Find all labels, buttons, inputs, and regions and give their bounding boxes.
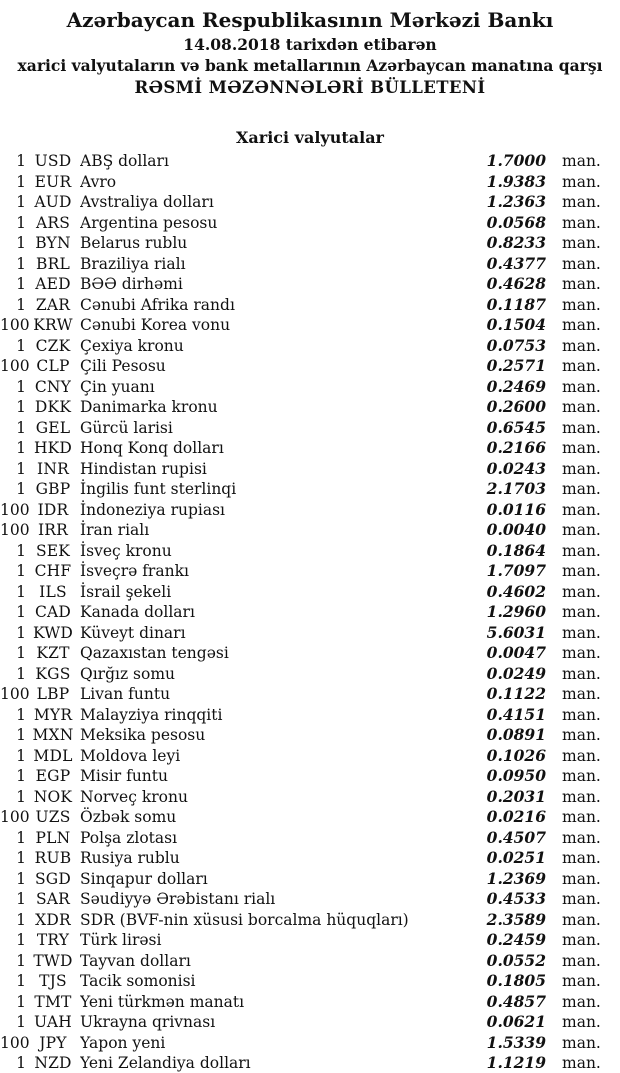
quantity-cell: 1 — [16, 398, 26, 416]
quantity-cell: 1 — [16, 623, 26, 642]
unit-label-cell: man. — [562, 254, 601, 273]
rate-row — [0, 541, 620, 562]
rate-value-cell: 0.0568 — [486, 212, 546, 232]
quantity-cell: 1 — [16, 890, 26, 908]
rate-row — [0, 746, 620, 767]
rate-value-cell: 0.0040 — [486, 520, 546, 539]
currency-name-cell: İsveç kronu — [80, 541, 172, 560]
currency-name-cell: Braziliya rialı — [80, 254, 186, 273]
rate-value-cell: 0.1504 — [486, 315, 546, 334]
rate-value-cell: 1.2363 — [486, 192, 546, 211]
rate-row — [0, 151, 620, 172]
quantity-cell: 1 — [16, 582, 26, 601]
rate-value-cell: 0.2600 — [486, 397, 546, 416]
rate-row — [0, 336, 620, 357]
rate-row — [0, 725, 620, 746]
quantity-cell: 1 — [16, 1054, 26, 1072]
unit-label-cell: man. — [562, 1054, 601, 1072]
rate-value-cell: 5.6031 — [486, 622, 546, 642]
currency-code-cell: SGD — [34, 869, 72, 888]
quantity-cell: 1 — [16, 849, 26, 867]
currency-code-cell: MDL — [33, 746, 73, 765]
unit-label-cell: man. — [562, 664, 601, 683]
unit-label-cell: man. — [562, 1033, 601, 1052]
rate-row — [0, 520, 620, 541]
unit-label-cell: man. — [562, 972, 601, 990]
currency-code-cell: JPY — [39, 1033, 67, 1052]
unit-label-cell: man. — [562, 193, 601, 211]
rate-row — [0, 807, 620, 828]
currency-code-cell: HKD — [33, 439, 73, 457]
unit-label-cell: man. — [562, 767, 601, 785]
currency-name-cell: Gürcü larisi — [80, 418, 173, 437]
rate-value-cell: 0.0753 — [486, 335, 546, 355]
currency-name-cell: Sinqapur dolları — [80, 869, 208, 888]
currency-name-cell: Çili Pesosu — [80, 357, 166, 375]
unit-label-cell: man. — [562, 234, 601, 252]
currency-name-cell: Çin yuanı — [80, 377, 155, 396]
bank-name-title: Azərbaycan Respublikasının Mərkəzi Bankı — [66, 8, 554, 32]
quantity-cell: 1 — [16, 603, 26, 621]
currency-name-cell: İsrail şekeli — [80, 582, 172, 601]
quantity-cell: 100 — [0, 357, 30, 375]
currency-name-cell: Qırğız somu — [80, 664, 176, 683]
unit-label-cell: man. — [562, 726, 601, 744]
quantity-cell: 1 — [16, 931, 26, 949]
quantity-cell: 1 — [16, 951, 26, 970]
unit-label-cell: man. — [562, 582, 601, 601]
rate-value-cell: 0.8233 — [486, 233, 546, 252]
quantity-cell: 1 — [16, 562, 26, 580]
unit-label-cell: man. — [562, 951, 601, 970]
currency-name-cell: Küveyt dinarı — [80, 623, 186, 642]
rate-value-cell: 1.2369 — [486, 868, 546, 888]
currency-code-cell: CZK — [35, 336, 71, 355]
quantity-cell: 100 — [0, 316, 30, 334]
rate-value-cell: 0.2469 — [486, 376, 546, 396]
currency-code-cell: NZD — [34, 1054, 72, 1072]
currency-code-cell: BRL — [36, 254, 70, 273]
rate-row — [0, 684, 620, 705]
currency-name-cell: Malayziya rinqqiti — [80, 705, 223, 724]
currency-code-cell: DKK — [34, 398, 72, 416]
rate-row — [0, 992, 620, 1013]
quantity-cell: 1 — [16, 418, 26, 437]
unit-label-cell: man. — [562, 705, 601, 724]
currency-code-cell: LBP — [36, 685, 70, 703]
unit-label-cell: man. — [562, 459, 601, 478]
currency-name-cell: Polşa zlotası — [80, 828, 178, 847]
rate-row — [0, 582, 620, 603]
rate-value-cell: 0.6545 — [486, 417, 546, 437]
currency-code-cell: UZS — [35, 808, 71, 826]
quantity-cell: 100 — [0, 1033, 30, 1052]
currency-name-cell: Danimarka kronu — [80, 398, 218, 416]
rate-value-cell: 0.0621 — [486, 1012, 546, 1031]
currency-code-cell: XDR — [35, 910, 71, 929]
currency-name-cell: Avro — [80, 172, 117, 191]
rate-row — [0, 397, 620, 418]
currency-name-cell: Meksika pesosu — [80, 726, 206, 744]
bulletin-subtitle-line: xarici valyutaların və bank metallarının Azərbaycan manatına qarşı — [17, 56, 603, 75]
rate-row — [0, 664, 620, 685]
rate-row — [0, 910, 620, 931]
currency-name-cell: Argentina pesosu — [80, 213, 218, 232]
rate-row — [0, 623, 620, 644]
rate-row — [0, 213, 620, 234]
currency-name-cell: Özbək somu — [80, 808, 177, 826]
unit-label-cell: man. — [562, 336, 601, 355]
currency-name-cell: Qazaxıstan tengəsi — [80, 644, 229, 662]
currency-code-cell: CAD — [34, 603, 72, 621]
section-title-foreign-currencies: Xarici valyutalar — [236, 128, 384, 147]
quantity-cell: 1 — [16, 193, 26, 211]
currency-code-cell: IDR — [37, 500, 69, 519]
currency-name-cell: İsveçrə frankı — [80, 562, 189, 580]
currency-name-cell: Misir funtu — [80, 767, 168, 785]
unit-label-cell: man. — [562, 541, 601, 560]
currency-code-cell: KRW — [33, 316, 73, 334]
rate-value-cell: 2.1703 — [486, 479, 546, 498]
rate-value-cell: 0.2571 — [486, 356, 546, 375]
rate-value-cell: 0.0251 — [486, 848, 546, 867]
currency-code-cell: ARS — [35, 213, 71, 232]
rate-value-cell: 0.4377 — [486, 253, 546, 273]
currency-code-cell: SEK — [35, 541, 71, 560]
quantity-cell: 1 — [16, 541, 26, 560]
quantity-cell: 1 — [16, 746, 26, 765]
currency-name-cell: İndoneziya rupiası — [80, 500, 225, 519]
unit-label-cell: man. — [562, 1013, 601, 1031]
currency-code-cell: TJS — [39, 972, 67, 990]
unit-label-cell: man. — [562, 685, 601, 703]
rate-value-cell: 0.4507 — [486, 827, 546, 847]
currency-name-cell: ABŞ dolları — [80, 152, 169, 170]
rate-row — [0, 889, 620, 910]
currency-code-cell: PLN — [35, 828, 71, 847]
rate-value-cell: 1.1219 — [486, 1053, 546, 1072]
currency-name-cell: Yapon yeni — [80, 1033, 166, 1052]
currency-code-cell: KGS — [35, 664, 71, 683]
unit-label-cell: man. — [562, 398, 601, 416]
unit-label-cell: man. — [562, 500, 601, 519]
quantity-cell: 1 — [16, 172, 26, 191]
currency-code-cell: IRR — [37, 521, 69, 539]
currency-code-cell: CLP — [36, 357, 70, 375]
currency-code-cell: ILS — [39, 582, 67, 601]
quantity-cell: 1 — [16, 992, 26, 1011]
currency-code-cell: CHF — [34, 562, 72, 580]
currency-code-cell: TWD — [33, 951, 73, 970]
quantity-cell: 1 — [16, 254, 26, 273]
currency-name-cell: İran rialı — [80, 521, 150, 539]
unit-label-cell: man. — [562, 849, 601, 867]
unit-label-cell: man. — [562, 377, 601, 396]
unit-label-cell: man. — [562, 357, 601, 375]
rate-value-cell: 0.4857 — [486, 991, 546, 1011]
rate-row — [0, 1033, 620, 1054]
rate-value-cell: 0.0950 — [486, 766, 546, 785]
rate-value-cell: 0.1187 — [486, 294, 546, 314]
unit-label-cell: man. — [562, 152, 601, 170]
rate-value-cell: 2.3589 — [486, 909, 546, 929]
currency-name-cell: Cənubi Afrika randı — [80, 295, 235, 314]
rate-row — [0, 418, 620, 439]
quantity-cell: 100 — [0, 685, 30, 703]
currency-name-cell: Türk lirəsi — [80, 931, 162, 949]
rate-row — [0, 233, 620, 254]
quantity-cell: 1 — [16, 705, 26, 724]
rate-value-cell: 0.2166 — [486, 438, 546, 457]
rate-row — [0, 971, 620, 992]
unit-label-cell: man. — [562, 787, 601, 806]
currency-name-cell: Tacik somonisi — [80, 972, 196, 990]
unit-label-cell: man. — [562, 275, 601, 293]
quantity-cell: 100 — [0, 521, 30, 539]
bulletin-title: RƏSMİ MƏZƏNNƏLƏRİ BÜLLETENİ — [134, 78, 486, 97]
rate-value-cell: 1.7097 — [486, 561, 546, 580]
rate-row — [0, 561, 620, 582]
unit-label-cell: man. — [562, 480, 601, 498]
unit-label-cell: man. — [562, 746, 601, 765]
currency-code-cell: UAH — [34, 1013, 72, 1031]
rate-row — [0, 500, 620, 521]
quantity-cell: 1 — [16, 726, 26, 744]
unit-label-cell: man. — [562, 931, 601, 949]
unit-label-cell: man. — [562, 828, 601, 847]
currency-name-cell: Rusiya rublu — [80, 849, 180, 867]
currency-code-cell: AUD — [34, 193, 72, 211]
rate-value-cell: 1.5339 — [486, 1032, 546, 1052]
rate-row — [0, 315, 620, 336]
quantity-cell: 1 — [16, 213, 26, 232]
quantity-cell: 1 — [16, 767, 26, 785]
rate-row — [0, 377, 620, 398]
currency-name-cell: Belarus rublu — [80, 234, 188, 252]
currency-name-cell: Livan funtu — [80, 685, 171, 703]
quantity-cell: 100 — [0, 500, 30, 519]
currency-code-cell: GBP — [35, 480, 71, 498]
quantity-cell: 1 — [16, 336, 26, 355]
currency-name-cell: Avstraliya dolları — [80, 193, 214, 211]
currency-code-cell: ZAR — [35, 295, 71, 314]
currency-code-cell: TMT — [34, 992, 72, 1011]
currency-code-cell: INR — [37, 459, 69, 478]
currency-code-cell: NOK — [33, 787, 73, 806]
unit-label-cell: man. — [562, 418, 601, 437]
currency-name-cell: Honq Konq dolları — [80, 439, 224, 457]
rate-value-cell: 0.2459 — [486, 930, 546, 949]
unit-label-cell: man. — [562, 439, 601, 457]
unit-label-cell: man. — [562, 890, 601, 908]
rate-row — [0, 869, 620, 890]
quantity-cell: 1 — [16, 234, 26, 252]
rate-value-cell: 0.4602 — [486, 581, 546, 601]
currency-name-cell: Səudiyyə Ərəbistanı rialı — [80, 890, 276, 908]
rate-row — [0, 479, 620, 500]
currency-name-cell: Hindistan rupisi — [80, 459, 207, 478]
rate-row — [0, 705, 620, 726]
currency-name-cell: BƏƏ dirhəmi — [80, 275, 183, 293]
currency-name-cell: Yeni türkmən manatı — [80, 992, 245, 1011]
rate-row — [0, 951, 620, 972]
rates-table — [0, 151, 620, 1073]
rate-value-cell: 1.2960 — [486, 602, 546, 621]
quantity-cell: 1 — [16, 910, 26, 929]
rate-row — [0, 766, 620, 787]
rate-value-cell: 0.4151 — [486, 704, 546, 724]
currency-code-cell: TRY — [36, 931, 70, 949]
rate-value-cell: 0.0552 — [486, 950, 546, 970]
rate-value-cell: 1.9383 — [486, 171, 546, 191]
currency-code-cell: MYR — [33, 705, 73, 724]
currency-code-cell: RUB — [34, 849, 72, 867]
unit-label-cell: man. — [562, 644, 601, 662]
rate-row — [0, 1012, 620, 1033]
rate-row — [0, 848, 620, 869]
currency-name-cell: Tayvan dolları — [80, 951, 191, 970]
currency-code-cell: SAR — [35, 890, 71, 908]
currency-code-cell: GEL — [35, 418, 71, 437]
unit-label-cell: man. — [562, 295, 601, 314]
rate-row — [0, 172, 620, 193]
rate-value-cell: 0.4628 — [486, 274, 546, 293]
quantity-cell: 1 — [16, 377, 26, 396]
rate-row — [0, 274, 620, 295]
rate-row — [0, 459, 620, 480]
rate-row — [0, 192, 620, 213]
currency-name-cell: Yeni Zelandiya dolları — [80, 1054, 251, 1072]
quantity-cell: 1 — [16, 152, 26, 170]
rate-value-cell: 0.1805 — [486, 971, 546, 990]
quantity-cell: 1 — [16, 275, 26, 293]
unit-label-cell: man. — [562, 869, 601, 888]
currency-name-cell: Cənubi Korea vonu — [80, 316, 231, 334]
quantity-cell: 1 — [16, 439, 26, 457]
unit-label-cell: man. — [562, 603, 601, 621]
quantity-cell: 1 — [16, 1013, 26, 1031]
unit-label-cell: man. — [562, 316, 601, 334]
rate-row — [0, 254, 620, 275]
currency-code-cell: BYN — [35, 234, 71, 252]
rate-value-cell: 0.2031 — [486, 786, 546, 806]
quantity-cell: 1 — [16, 644, 26, 662]
quantity-cell: 100 — [0, 808, 30, 826]
rate-row — [0, 643, 620, 664]
unit-label-cell: man. — [562, 992, 601, 1011]
currency-code-cell: AED — [35, 275, 71, 293]
unit-label-cell: man. — [562, 521, 601, 539]
currency-name-cell: Çexiya kronu — [80, 336, 184, 355]
rate-row — [0, 1053, 620, 1073]
quantity-cell: 1 — [16, 869, 26, 888]
rate-row — [0, 828, 620, 849]
currency-code-cell: KZT — [36, 644, 70, 662]
quantity-cell: 1 — [16, 459, 26, 478]
bulletin-header — [0, 0, 620, 99]
unit-label-cell: man. — [562, 623, 601, 642]
rate-row — [0, 602, 620, 623]
currency-name-cell: Ukrayna qrivnası — [80, 1013, 216, 1031]
rate-value-cell: 0.1026 — [486, 745, 546, 765]
quantity-cell: 1 — [16, 787, 26, 806]
currency-code-cell: KWD — [33, 623, 73, 642]
unit-label-cell: man. — [562, 562, 601, 580]
rate-value-cell: 0.0249 — [486, 663, 546, 683]
currency-code-cell: MXN — [32, 726, 74, 744]
rate-value-cell: 0.4533 — [486, 889, 546, 908]
rate-row — [0, 438, 620, 459]
rate-row — [0, 930, 620, 951]
currency-code-cell: CNY — [34, 377, 72, 396]
currency-name-cell: Moldova leyi — [80, 746, 181, 765]
unit-label-cell: man. — [562, 910, 601, 929]
rate-row — [0, 787, 620, 808]
quantity-cell: 1 — [16, 972, 26, 990]
rate-row — [0, 356, 620, 377]
rate-value-cell: 0.1122 — [486, 684, 546, 703]
unit-label-cell: man. — [562, 808, 601, 826]
quantity-cell: 1 — [16, 295, 26, 314]
currency-name-cell: Kanada dolları — [80, 603, 195, 621]
quantity-cell: 1 — [16, 828, 26, 847]
currency-code-cell: EGP — [35, 767, 71, 785]
rate-value-cell: 0.0116 — [486, 499, 546, 519]
currency-name-cell: SDR (BVF-nin xüsusi borcalma hüquqları) — [80, 910, 409, 929]
rate-value-cell: 0.1864 — [486, 540, 546, 560]
currency-name-cell: Norveç kronu — [80, 787, 188, 806]
unit-label-cell: man. — [562, 172, 601, 191]
currency-code-cell: EUR — [34, 172, 72, 191]
rate-value-cell: 0.0891 — [486, 725, 546, 744]
rate-value-cell: 0.0216 — [486, 807, 546, 826]
currency-code-cell: USD — [34, 152, 72, 170]
quantity-cell: 1 — [16, 480, 26, 498]
rate-row — [0, 295, 620, 316]
effective-date-line: 14.08.2018 tarixdən etibarən — [183, 35, 437, 54]
currency-name-cell: İngilis funt sterlinqi — [80, 480, 237, 498]
rate-value-cell: 0.0047 — [486, 643, 546, 662]
quantity-cell: 1 — [16, 664, 26, 683]
rate-value-cell: 0.0243 — [486, 458, 546, 478]
unit-label-cell: man. — [562, 213, 601, 232]
rate-value-cell: 1.7000 — [486, 151, 546, 170]
